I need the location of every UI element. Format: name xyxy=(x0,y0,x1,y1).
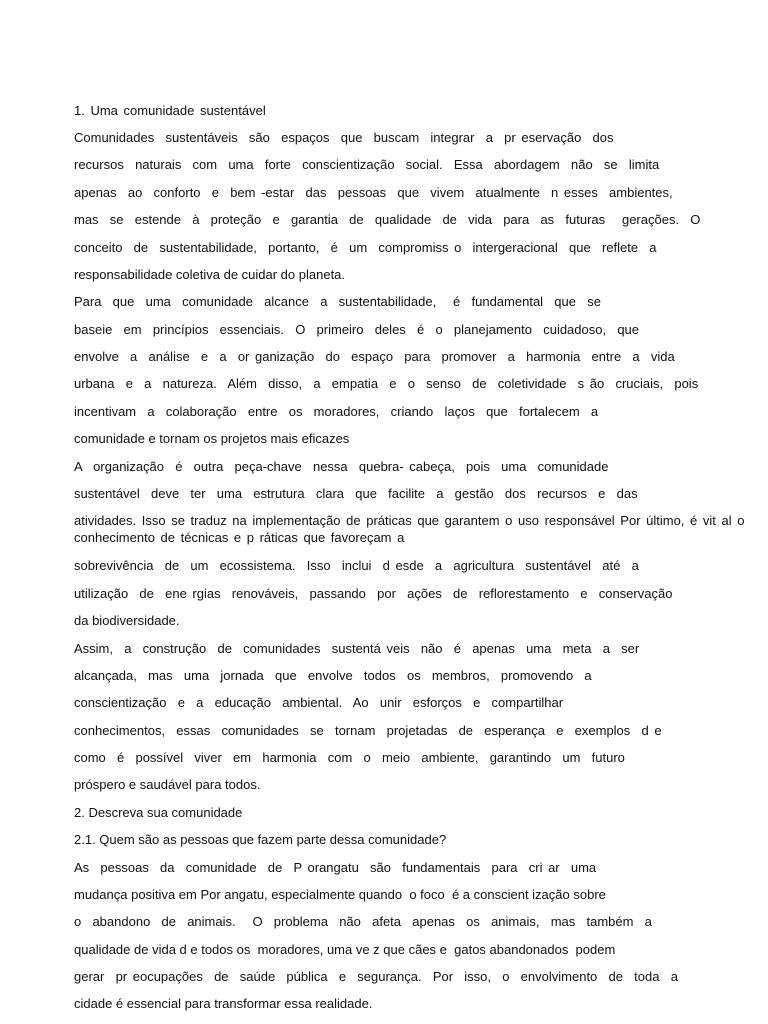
paragraph-line: utilização de ene rgias renováveis, passando por ações de reflorestamento e conservação xyxy=(74,586,673,601)
subsection-heading-2-1: 2.1. Quem são as pessoas que fazem parte dessa comunidade? xyxy=(74,832,447,847)
paragraph-line: da biodiversidade. xyxy=(74,613,180,628)
paragraph-line: mas se estende à proteção e garantia de qualidade de vida para as futuras gerações. O xyxy=(74,212,701,227)
paragraph-line: A organização é outra peça-chave nessa quebra- cabeça, pois uma comunidade xyxy=(74,459,609,474)
paragraph-line: mudança positiva em Por angatu, especialmente quando o foco é a conscient ização sobre xyxy=(74,887,606,902)
paragraph-line: o abandono de animais. O problema não afeta apenas os animais, mas também a xyxy=(74,914,652,929)
paragraph-line: Para que uma comunidade alcance a sustentabilidade, é fundamental que se xyxy=(74,294,601,309)
paragraph-line: gerar pr eocupações de saúde pública e segurança. Por isso, o envolvimento de toda a xyxy=(74,969,678,984)
paragraph-line: conceito de sustentabilidade, portanto, é um compromiss o intergeracional que reflete a xyxy=(74,240,657,255)
paragraph-line: urbana e a natureza. Além disso, a empatia e o senso de coletividade s ão cruciais, pois xyxy=(74,376,699,391)
paragraph-line: sustentável deve ter uma estrutura clara que facilite a gestão dos recursos e das xyxy=(74,486,638,501)
paragraph-line: próspero e saudável para todos. xyxy=(74,777,261,792)
paragraph-line-wrapped: atividades. Isso se traduz na implementação de práticas que garantem o uso responsável Por último, é vit al o conhecimento de técnicas e p ráticas que favoreçam a xyxy=(74,513,745,545)
section-heading-2: 2. Descreva sua comunidade xyxy=(74,805,243,820)
paragraph-line: como é possível viver em harmonia com o meio ambiente, garantindo um futuro xyxy=(74,750,625,765)
paragraph-line: recursos naturais com uma forte conscientização social. Essa abordagem não se limita xyxy=(74,157,660,172)
paragraph-line: comunidade e tornam os projetos mais eficazes xyxy=(74,431,350,446)
paragraph-line: responsabilidade coletiva de cuidar do planeta. xyxy=(74,267,346,282)
paragraph-line: As pessoas da comunidade de P orangatu são fundamentais para cri ar uma xyxy=(74,860,597,875)
paragraph-line: apenas ao conforto e bem -estar das pessoas que vivem atualmente n esses ambientes, xyxy=(74,185,673,200)
paragraph-line: qualidade de vida d e todos os moradores, uma ve z que cães e gatos abandonados podem xyxy=(74,942,616,957)
paragraph-line: sobrevivência de um ecossistema. Isso inclui d esde a agricultura sustentável até a xyxy=(74,558,639,573)
paragraph-line: Assim, a construção de comunidades sustentá veis não é apenas uma meta a ser xyxy=(74,641,640,656)
section-heading-1: 1. Uma comunidade sustentável xyxy=(74,103,266,118)
paragraph-line: baseie em princípios essenciais. O primeiro deles é o planejamento cuidadoso, que xyxy=(74,322,640,337)
paragraph-line: conscientização e a educação ambiental. Ao unir esforços e compartilhar xyxy=(74,695,564,710)
paragraph-line: envolve a análise e a or ganização do espaço para promover a harmonia entre a vida xyxy=(74,349,675,364)
paragraph-line: alcançada, mas uma jornada que envolve todos os membros, promovendo a xyxy=(74,668,592,683)
paragraph-line: incentivam a colaboração entre os moradores, criando laços que fortalecem a xyxy=(74,404,599,419)
paragraph-line: cidade é essencial para transformar essa realidade. xyxy=(74,996,373,1011)
paragraph-line: conhecimentos, essas comunidades se tornam projetadas de esperança e exemplos d e xyxy=(74,723,662,738)
paragraph-line: Comunidades sustentáveis são espaços que buscam integrar a pr eservação dos xyxy=(74,130,614,145)
